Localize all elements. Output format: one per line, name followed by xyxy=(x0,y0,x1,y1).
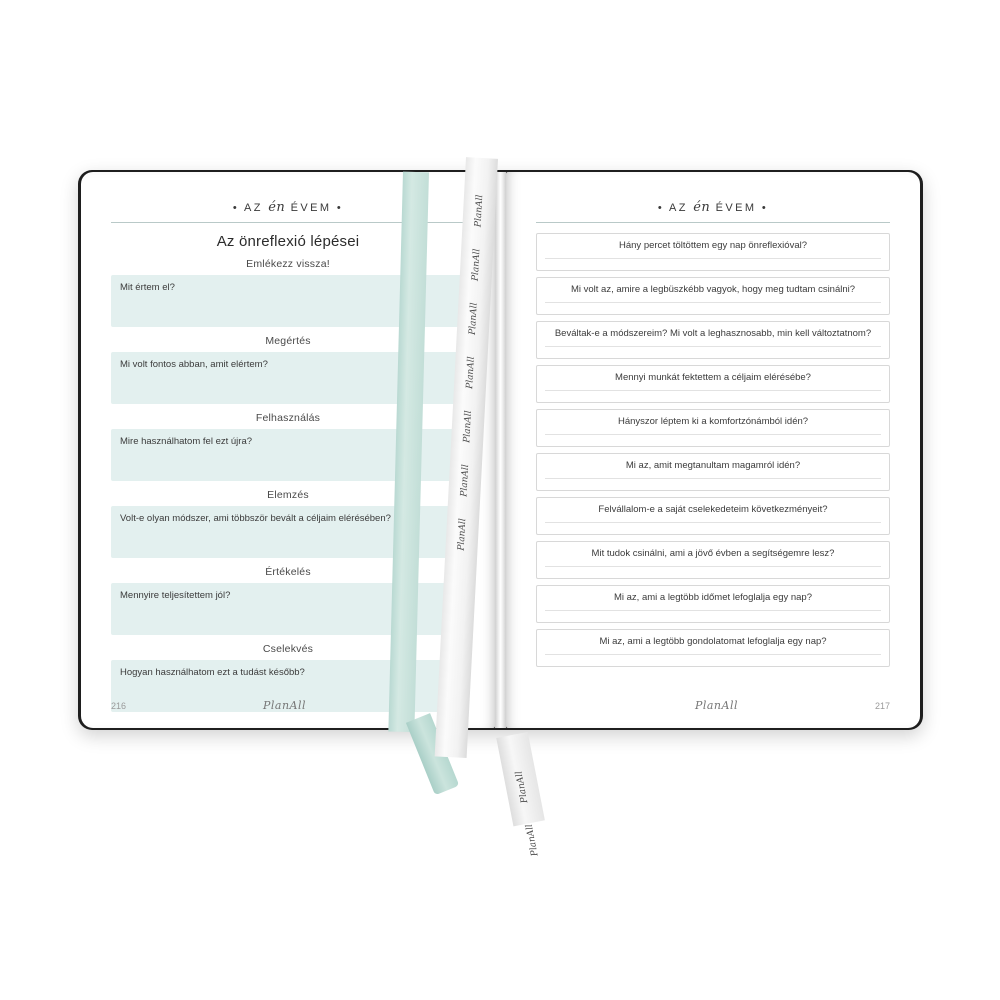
question-card[interactable] xyxy=(536,629,890,667)
step-4-label: Elemzés xyxy=(267,489,309,501)
answer-line xyxy=(545,346,881,347)
step-3-prompt: Mire használhatom fel ezt újra? xyxy=(120,436,253,447)
question-card[interactable] xyxy=(536,277,890,315)
header-word-en-r: én xyxy=(693,200,711,215)
answer-line xyxy=(545,610,881,611)
page-title: Az önreflexió lépései xyxy=(216,233,360,250)
step-1-label: Emlékezz vissza! xyxy=(246,258,330,270)
ribbon-brand-text: PlanAll xyxy=(524,823,541,857)
header-dot-right-r: • xyxy=(761,202,769,214)
question-text: Hány percet töltöttem egy nap önreflexióval? xyxy=(619,240,807,251)
answer-line xyxy=(545,522,881,523)
ribbon-brand-text: PlanAll xyxy=(459,464,471,497)
step-5-prompt: Mennyire teljesítettem jól? xyxy=(120,590,231,601)
step-6-label: Cselekvés xyxy=(262,643,314,655)
question-card[interactable] xyxy=(536,541,890,579)
step-2-prompt: Mi volt fontos abban, amit elértem? xyxy=(120,359,268,370)
ribbon-brand-text: PlanAll xyxy=(514,770,531,804)
answer-line xyxy=(545,654,881,655)
step-2-label: Megértés xyxy=(265,335,311,347)
step-1-prompt: Mit értem el? xyxy=(120,282,175,293)
answer-line xyxy=(545,434,881,435)
question-text: Mi az, ami a legtöbb gondolatomat lefoglalja egy nap? xyxy=(599,636,827,647)
answer-line xyxy=(545,258,881,259)
left-page-number: 216 xyxy=(111,700,127,711)
question-text: Mit tudok csinálni, ami a jövő évben a segítségemre lesz? xyxy=(591,548,835,559)
question-card[interactable] xyxy=(536,453,890,491)
step-5-label: Értékelés xyxy=(265,566,311,578)
answer-line xyxy=(545,566,881,567)
ribbon-brand-text: PlanAll xyxy=(456,518,469,551)
question-card[interactable] xyxy=(536,585,890,623)
header-dot-right: • xyxy=(336,202,344,214)
question-card[interactable] xyxy=(536,409,890,447)
question-text: Mi volt az, amire a legbüszkébb vagyok, hogy meg tudtam csinálni? xyxy=(570,284,856,295)
header-word-evem-r: ÉVEM xyxy=(715,202,757,214)
ribbon-brand-text: PlanAll xyxy=(464,356,477,390)
brand-logo-right: PlanAll xyxy=(694,699,738,712)
question-text: Hányszor léptem ki a komfortzónámból idén? xyxy=(617,416,809,427)
right-page-footer xyxy=(536,699,890,712)
brand-logo-left: PlanAll xyxy=(262,699,307,712)
header-dot-left-r: • xyxy=(657,202,665,214)
ribbon-brand-text: PlanAll xyxy=(470,248,483,282)
step-3-label: Felhasználás xyxy=(255,412,321,424)
right-page-number: 217 xyxy=(874,700,890,711)
step-6-prompt: Hogyan használhatom ezt a tudást később? xyxy=(120,667,305,678)
question-card[interactable] xyxy=(536,321,890,359)
header-dot-left: • xyxy=(232,202,240,214)
question-text: Mi az, amit megtanultam magamról idén? xyxy=(625,460,801,471)
ribbon-brand-text: PlanAll xyxy=(462,410,474,444)
question-card[interactable] xyxy=(536,233,890,271)
question-text: Beváltak-e a módszereim? Mi volt a leghasznosabb, min kell változtatnom? xyxy=(554,328,872,339)
question-text: Mi az, ami a legtöbb időmet lefoglalja egy nap? xyxy=(613,592,813,603)
header-word-az-r: AZ xyxy=(668,202,688,214)
header-word-evem: ÉVEM xyxy=(290,202,332,214)
answer-line xyxy=(545,478,881,479)
header-word-en: én xyxy=(268,200,286,215)
question-text: Felvállalom-e a saját cselekedeteim következményeit? xyxy=(598,504,828,515)
step-4-prompt: Volt-e olyan módszer, ami többször bevált a céljaim elérésében? xyxy=(120,513,391,524)
right-page xyxy=(506,172,920,728)
answer-line xyxy=(545,302,881,303)
question-card[interactable] xyxy=(536,497,890,535)
printed-bookmark-ribbon-tail xyxy=(496,732,545,857)
answer-line xyxy=(545,390,881,391)
question-text: Mennyi munkát fektettem a céljaim elérésébe? xyxy=(615,372,811,383)
header-word-az: AZ xyxy=(243,202,263,214)
left-page xyxy=(81,172,495,728)
header-divider-right xyxy=(536,222,890,223)
right-page-header xyxy=(536,200,890,222)
open-notebook xyxy=(78,170,923,730)
ribbon-brand-text: PlanAll xyxy=(473,194,486,228)
question-card[interactable] xyxy=(536,365,890,403)
ribbon-brand-text: PlanAll xyxy=(467,302,480,336)
book-spine-gutter xyxy=(495,172,506,728)
